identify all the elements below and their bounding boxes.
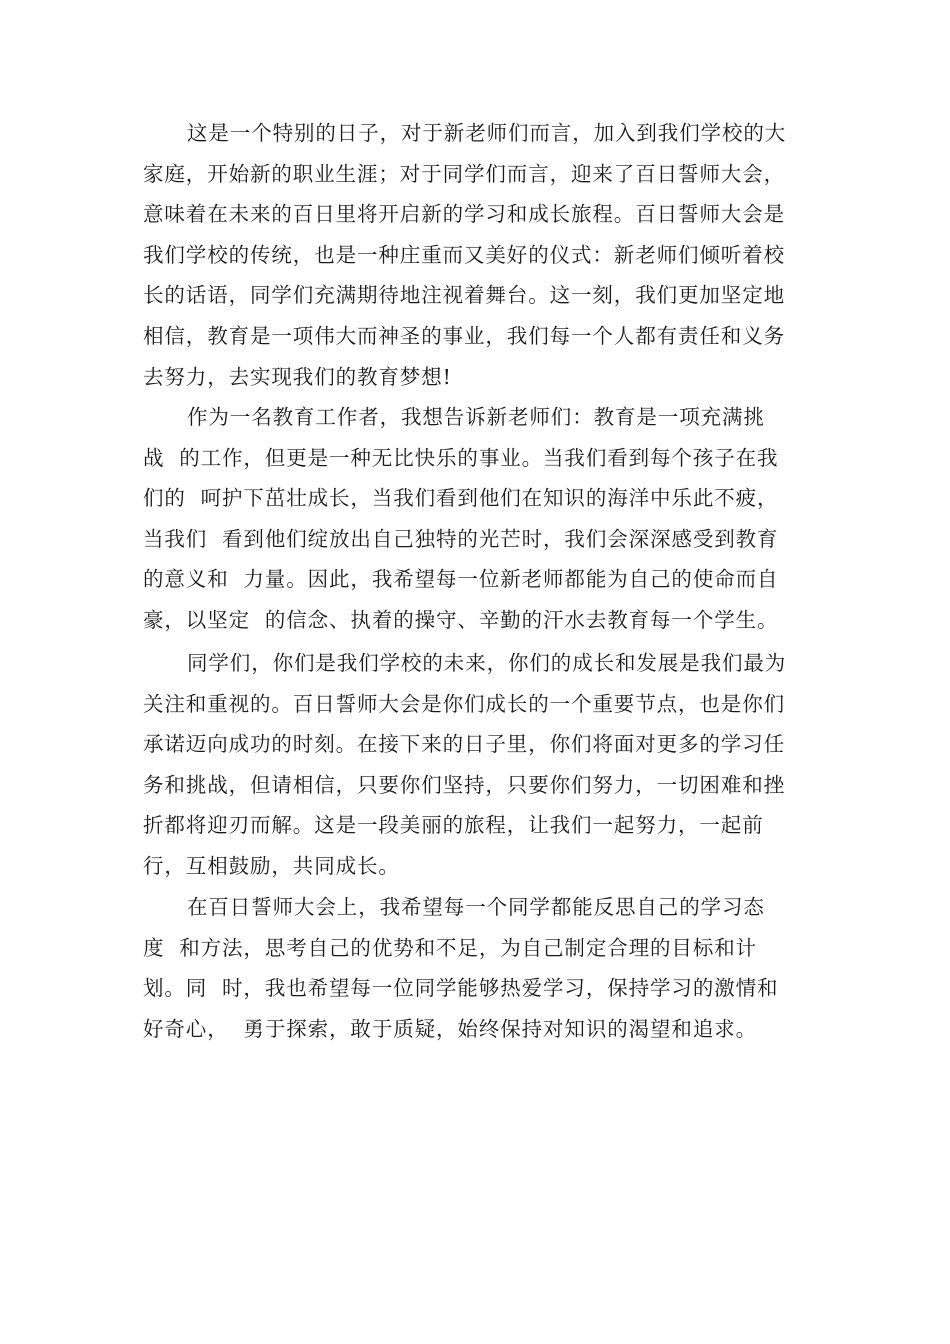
paragraph-1 [143,113,803,397]
text-line: 意味着在未来的百日里将开启新的学习和成长旅程。百日誓师大会是 [143,202,785,227]
text-line: 豪，以坚定 的信念、执着的操守、辛勤的汗水去教育每一个学生。 [143,607,779,632]
paragraph-2 [143,397,803,641]
text-line: 长的话语，同学们充满期待地注视着舞台。这一刻，我们更加坚定地 [143,283,785,308]
text-line: 好奇心， 勇于探索，敢于质疑，始终保持对知识的渴望和追求。 [143,1016,758,1041]
text-line: 作为一名教育工作者，我想告诉新老师们：教育是一项充满挑 [187,405,765,429]
text-line: 同学们，你们是我们学校的未来，你们的成长和发展是我们最为 [187,651,787,675]
text-line: 这是一个特别的日子，对于新老师们而言，加入到我们学校的大 [187,121,787,145]
text-line: 我们学校的传统，也是一种庄重而又美好的仪式：新老师们倾听着校 [143,242,785,267]
text-line: 们的 呵护下茁壮成长，当我们看到他们在知识的海洋中乐此不疲， [143,486,779,511]
text-line: 划。同 时，我也希望每一位同学能够热爱学习，保持学习的激情和 [143,976,779,1001]
text-line: 在百日誓师大会上，我希望每一个同学都能反思自己的学习态 [187,895,765,919]
paragraph-4 [143,887,803,1049]
text-line: 相信，教育是一项伟大而神圣的事业，我们每一个人都有责任和义务 [143,323,785,348]
paragraph-3 [143,643,803,887]
text-line: 务和挑战，但请相信，只要你们坚持，只要你们努力，一切困难和挫 [143,772,785,797]
text-line: 度 和方法，思考自己的优势和不足，为自己制定合理的目标和计 [143,935,758,960]
text-line: 行，互相鼓励，共同成长。 [143,853,400,878]
text-line: 承诺迈向成功的时刻。在接下来的日子里，你们将面对更多的学习任 [143,732,785,757]
text-line: 的意义和 力量。因此，我希望每一位新老师都能为自己的使命而自 [143,567,779,592]
text-line: 家庭，开始新的职业生涯；对于同学们而言，迎来了百日誓师大会， [143,161,785,186]
text-line: 折都将迎刃而解。这是一段美丽的旅程，让我们一起努力，一起前 [143,813,764,838]
text-line: 战 的工作，但更是一种无比快乐的事业。当我们看到每个孩子在我 [143,445,779,470]
text-line: 关注和重视的。百日誓师大会是你们成长的一个重要节点，也是你们 [143,691,785,716]
text-line: 当我们 看到他们绽放出自己独特的光芒时，我们会深深感受到教育 [143,526,779,551]
text-line: 去努力，去实现我们的教育梦想! [143,364,452,389]
